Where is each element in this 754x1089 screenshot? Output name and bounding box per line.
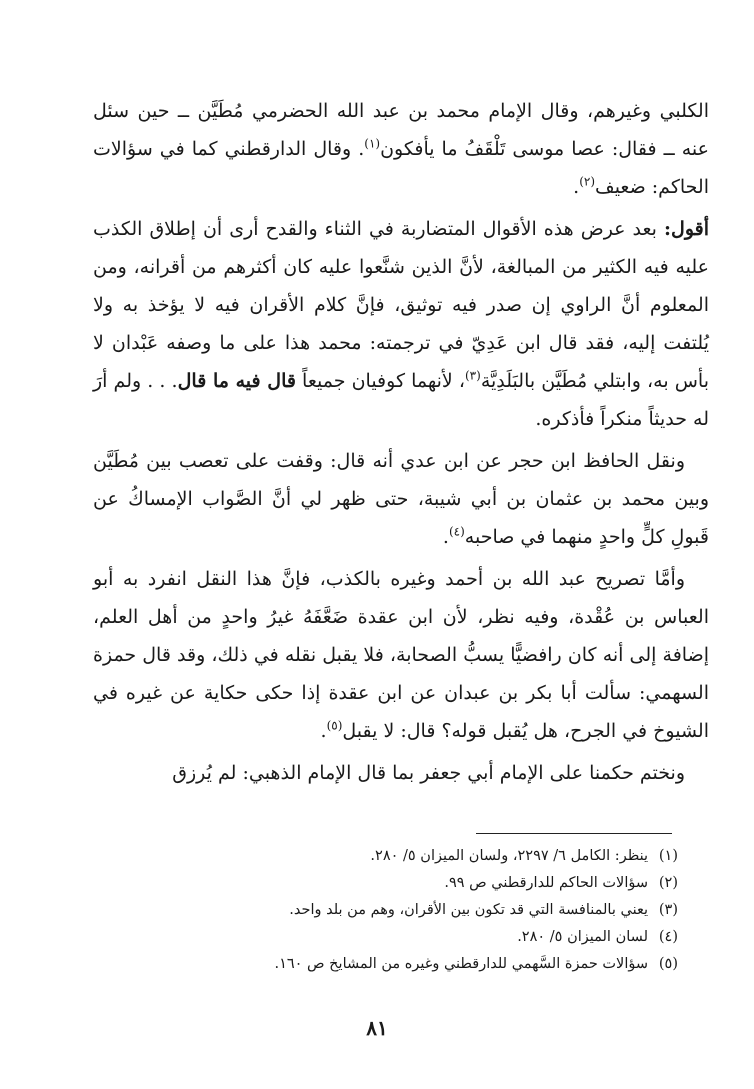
footnote-text: يعني بالمنافسة التي قد تكون بين الأقران، وهم من بلد واحد. — [289, 902, 648, 918]
paragraph-2: أقول: بعد عرض هذه الأقوال المتضاربة في الثناء والقدح أرى أن إطلاق الكذب عليه فيه الكثير من المبالغة، لأنَّ الذين شنَّعوا عليه كان أكثرهم من أقرانه، ومن المعلوم أنَّ الراوي إن صدر فيه توثيق، فإنَّ كلام الأقران فيه لا يؤخذ به ولا يُلتفت إليه، فقد قال ابن عَدِيّ في ترجمته: محمد هذا على ما وصفه عَبْدان لا بأس به، وابتلي مُطَيَّن بالبَلَدِيَّة$^{(٣)}$، لأنهما كوفيان جميعاً قال فيه ما قال. . . ولم أرَ له حديثاً منكراً فأذكره. — [93, 218, 709, 430]
footnote-number: (٣) — [658, 902, 678, 918]
footnote-number: (٤) — [658, 929, 678, 945]
footnote-ref-2[interactable]: (٢) — [579, 174, 596, 189]
lead-word: أقول: — [664, 218, 709, 240]
footnote-number: (٥) — [658, 956, 678, 972]
paragraph-5: ونختم حكمنا على الإمام أبي جعفر بما قال الإمام الذهبي: لم يُرزق — [172, 762, 685, 784]
footnote-number: (١) — [658, 848, 678, 864]
footnotes — [93, 843, 678, 978]
footnote-text: لسان الميزان ٥/ ٢٨٠. — [517, 929, 648, 945]
main-text — [93, 92, 709, 792]
footnote-ref-4[interactable]: (٤) — [448, 524, 465, 539]
footnote-number: (٢) — [658, 875, 678, 891]
footnote-ref-1[interactable]: (١) — [364, 136, 381, 151]
footnote-text: سؤالات الحاكم للدارقطني ص ٩٩. — [444, 875, 648, 891]
footnote-2 — [93, 870, 678, 897]
footnote-text: سؤالات حمزة السَّهمي للدارقطني وغيره من المشايخ ص ١٦٠. — [274, 956, 648, 972]
footnote-1 — [93, 843, 678, 870]
footnote-text: ينظر: الكامل ٦/ ٢٢٩٧، ولسان الميزان ٥/ ٢٨٠. — [370, 848, 648, 864]
footnote-ref-5[interactable]: (٥) — [326, 718, 343, 733]
bold-phrase: قال فيه ما قال — [177, 370, 296, 392]
footnote-ref-3[interactable]: (٣) — [464, 368, 481, 383]
page-number: ٨١ — [366, 1016, 388, 1040]
paragraph-4: وأمَّا تصريح عبد الله بن أحمد وغيره بالكذب، فإنَّ هذا النقل انفرد به أبو العباس بن عُقْدة، وفيه نظر، لأن ابن عقدة ضَعَّفَهُ غيرُ واحدٍ من أهل العلم، إضافة إلى أنه كان رافضيًّا يسبُّ الصحابة، فلا يقبل نقله في ذلك، وقد قال حمزة السهمي: سألت أبا بكر بن عبدان عن ابن عقدة إذا حكى حكاية عن غيره في الشيوخ في الجرح، هل يُقبل قوله؟ قال: لا يقبل$^{(٥)}$. — [93, 568, 709, 742]
footnote-4 — [93, 924, 678, 951]
footnote-3 — [93, 897, 678, 924]
paragraph-3: ونقل الحافظ ابن حجر عن ابن عدي أنه قال: وقفت على تعصب بين مُطَيَّن وبين محمد بن عثمان بن أبي شيبة، حتى ظهر لي أنَّ الصَّواب الإمساكُ عن قَبولِ كلٍّ واحدٍ منهما في صاحبه$^{(٤)}$. — [93, 450, 709, 548]
paragraph-1: الكلبي وغيرهم، وقال الإمام محمد بن عبد الله الحضرمي مُطَيَّن ــ حين سئل عنه ــ فقال: عصا موسى تَلْقَفُ ما يأفكون$^{(١)}$. وقال الدارقطني كما في سؤالات الحاكم: ضعيف$^{(٢)}$. — [93, 100, 709, 198]
footnote-5 — [93, 951, 678, 978]
footnote-divider — [476, 833, 672, 834]
